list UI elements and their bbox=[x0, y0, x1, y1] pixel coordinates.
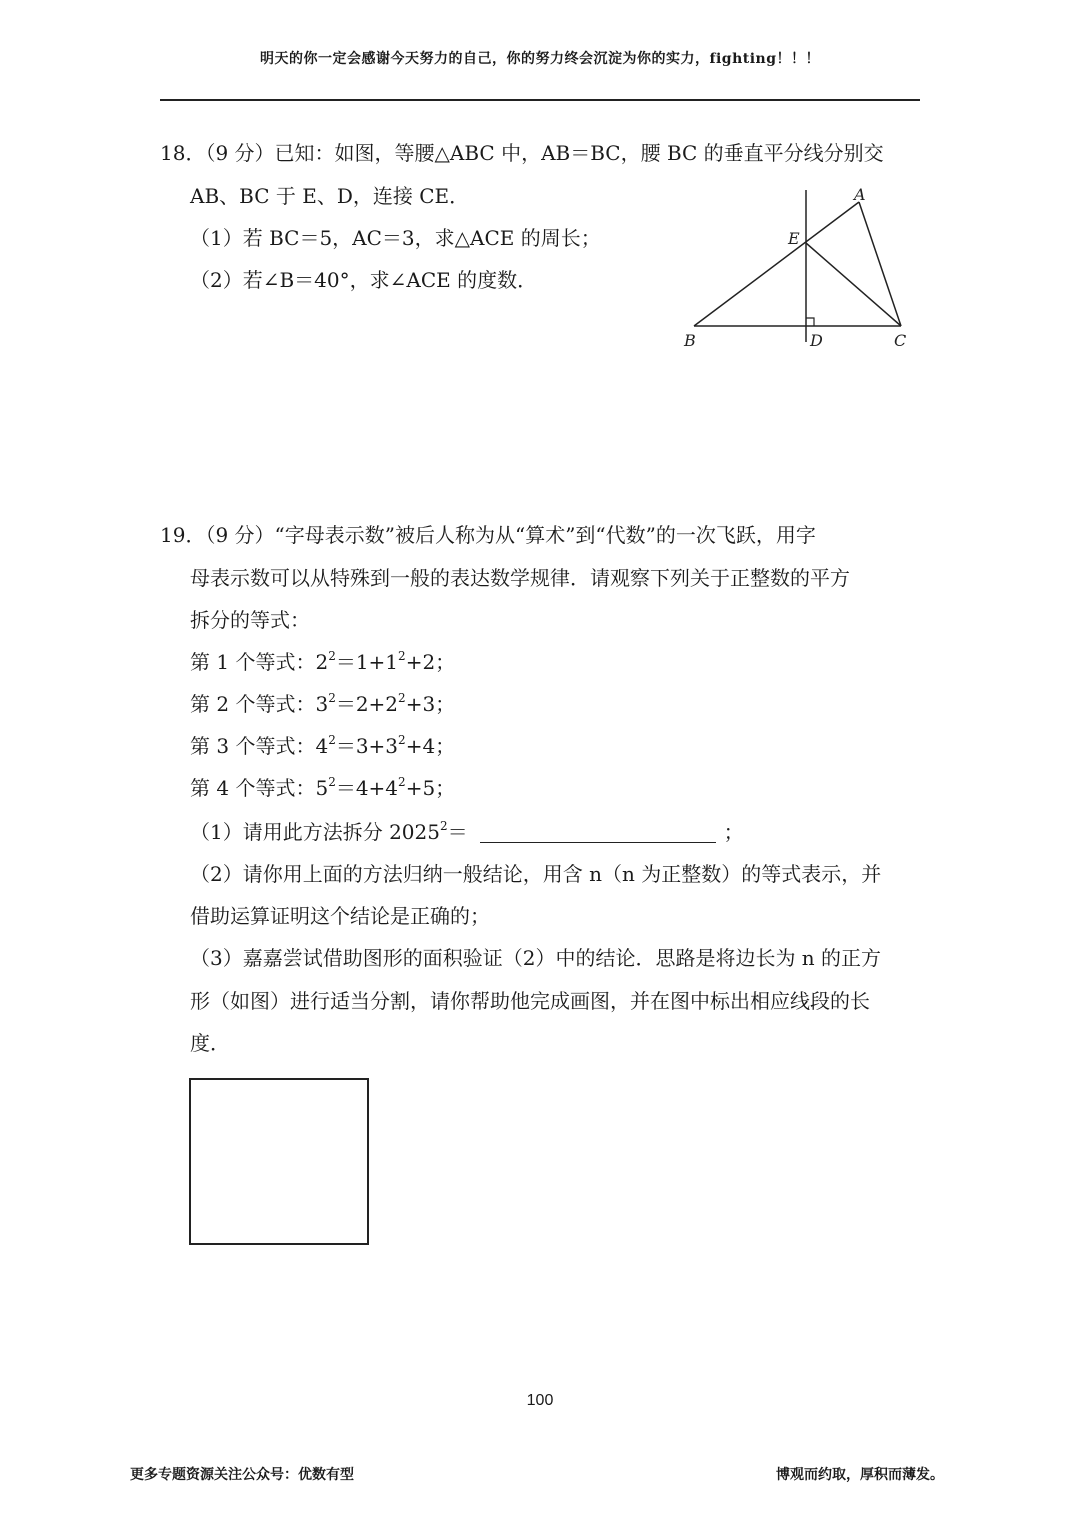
triangle-figure bbox=[672, 182, 922, 352]
equation-4: 第 4 个等式：$5^2=4+4^2+5$； bbox=[190, 775, 456, 800]
q18-part2: （2）若∠B＝40°，求∠ACE 的度数． bbox=[190, 268, 538, 292]
q18-line2: AB、BC 于 E、D，连接 CE． bbox=[190, 184, 470, 208]
q19-part2-line2: 借助运算证明这个结论是正确的； bbox=[190, 904, 490, 928]
q19-line3: 拆分的等式： bbox=[190, 608, 310, 632]
label-a: A bbox=[854, 185, 866, 204]
equation-2: 第 2 个等式：$3^2=2+2^2+3$； bbox=[190, 691, 456, 716]
square-figure bbox=[189, 1078, 369, 1245]
right-angle-mark bbox=[806, 318, 814, 326]
answer-blank[interactable] bbox=[480, 820, 716, 843]
equation-1: 第 1 个等式：$2^2=1+1^2+2$； bbox=[190, 649, 456, 674]
equation-3: 第 3 个等式：$4^2=3+3^2+4$； bbox=[190, 733, 456, 758]
q19-line2: 母表示数可以从特殊到一般的表达数学规律．请观察下列关于正整数的平方 bbox=[190, 566, 850, 590]
q18-part1: （1）若 BC＝5，AC＝3，求△ACE 的周长； bbox=[190, 226, 601, 250]
q19-part3-line2: 形（如图）进行适当分割，请你帮助他完成画图，并在图中标出相应线段的长 bbox=[190, 989, 870, 1013]
q18-line1: 18．（9 分）已知：如图，等腰△ABC 中，AB＝BC，腰 BC 的垂直平分线分别交 bbox=[160, 141, 884, 165]
segment-ba bbox=[694, 202, 859, 326]
label-b: B bbox=[684, 331, 696, 350]
page-number: 100 bbox=[526, 1392, 554, 1409]
q19-part1: （1）请用此方法拆分 $2025^2=$ ； bbox=[190, 819, 744, 844]
q19-part2-line1: （2）请你用上面的方法归纳一般结论，用含 n（n 为正整数）的等式表示，并 bbox=[190, 862, 882, 886]
label-e: E bbox=[788, 229, 800, 248]
q19-line1: 19．（9 分）“字母表示数”被后人称为从“算术”到“代数”的一次飞跃，用字 bbox=[160, 523, 816, 547]
q19-part3-line3: 度． bbox=[190, 1031, 230, 1055]
label-c: C bbox=[894, 331, 907, 350]
header-rule bbox=[160, 99, 920, 101]
header-motto: 明天的你一定会感谢今天努力的自己，你的努力终会沉淀为你的实力，fighting！！！ bbox=[259, 51, 821, 67]
footer-right-text: 博观而约取，厚积而薄发。 bbox=[776, 1467, 944, 1483]
label-d: D bbox=[810, 331, 823, 350]
q19-part3-line1: （3）嘉嘉尝试借助图形的面积验证（2）中的结论．思路是将边长为 n 的正方 bbox=[190, 946, 882, 970]
footer-left-text: 更多专题资源关注公众号：优数有型 bbox=[130, 1467, 354, 1483]
